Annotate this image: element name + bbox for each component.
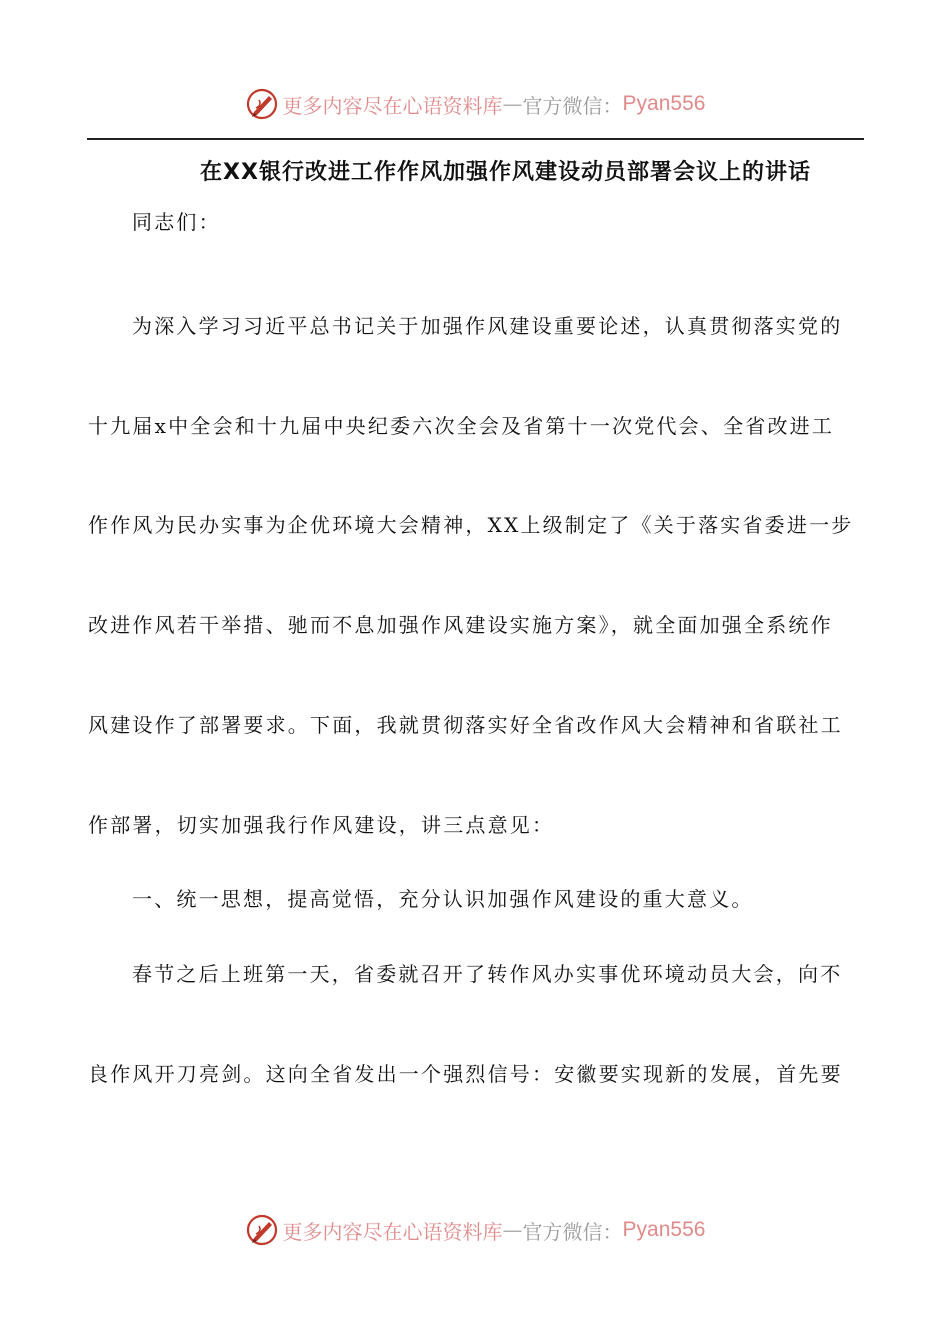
paragraph-line: 改进作风若干举措、驰而不息加强作风建设实施方案》，就全面加强全系统作	[88, 613, 833, 637]
pen-logo-icon	[245, 1213, 279, 1247]
banner-site-name: 更多内容尽在心语资料库	[282, 1219, 503, 1244]
banner-wechat-id: Pyan556	[622, 1218, 706, 1241]
paragraph-line: 为深入学习习近平总书记关于加强作风建设重要论述，认真贯彻落实党的	[132, 314, 843, 338]
banner-separator: —	[502, 92, 523, 116]
footer-banner	[0, 1210, 950, 1250]
paragraph-line: 春节之后上班第一天，省委就召开了转作风办实事优环境动员大会，向不	[132, 962, 843, 986]
salutation: 同志们：	[132, 210, 221, 234]
banner-site-name: 更多内容尽在心语资料库	[282, 93, 503, 118]
paragraph-line: 作作风为民办实事为企优环境大会精神，XX上级制定了《关于落实省委进一步	[88, 513, 854, 537]
header-banner	[0, 84, 950, 124]
banner-wechat-id: Pyan556	[622, 92, 706, 115]
banner-wechat-label: 官方微信：	[522, 1219, 623, 1244]
document-title: 在XX银行改进工作作风加强作风建设动员部署会议上的讲话	[200, 160, 811, 185]
paragraph-line: 风建设作了部署要求。下面，我就贯彻落实好全省改作风大会精神和省联社工	[88, 713, 843, 737]
paragraph-line: 十九届x中全会和十九届中央纪委六次全会及省第十一次党代会、全省改进工	[88, 414, 835, 438]
paragraph-line: 作部署，切实加强我行作风建设，讲三点意见：	[88, 813, 555, 837]
pen-logo-icon	[245, 87, 279, 121]
section-heading: 一、统一思想，提高觉悟，充分认识加强作风建设的重大意义。	[132, 887, 754, 911]
paragraph-line: 良作风开刀亮剑。这向全省发出一个强烈信号：安徽要实现新的发展，首先要	[88, 1062, 843, 1086]
banner-separator: —	[502, 1218, 523, 1242]
header-divider	[87, 138, 864, 140]
banner-wechat-label: 官方微信：	[522, 93, 623, 118]
